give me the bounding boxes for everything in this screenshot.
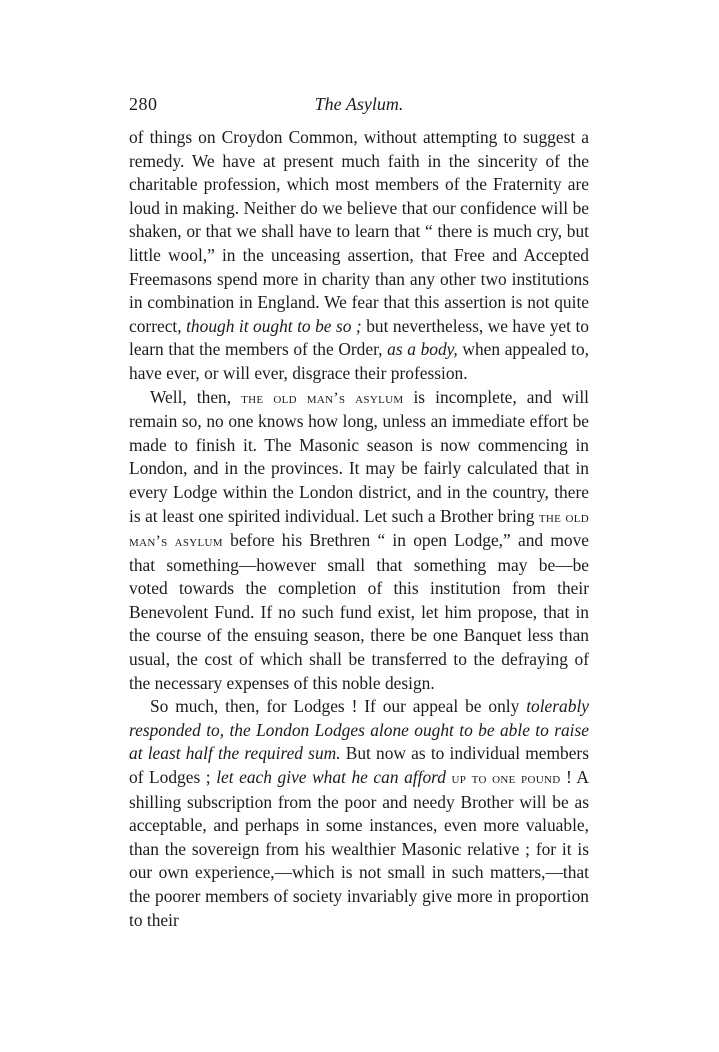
text-segment: is incomplete, and will remain so, no one knows how long, unless an immediate effort be made to finish it. The Masonic season is now commencing in London, and in the provinces. It may be fairly calculated that in every Lodge within the London district, and in the country, there is at least one spirited individual. Let such a Brother bring [129,386,589,526]
small-caps-text: the old man’s asylum [241,389,404,407]
italic-text: let each give what he can afford [216,767,446,788]
text-segment: ! A shilling subscription from the poor and needy Brother will be as acceptable, and perhaps in some instances, even more valuable, than the sovereign from his wealthier Masonic relative ; for it is our own experience,—which is not small in such matters,—that the poorer members of society invariably give more in proportion to their [129,767,589,930]
text-segment: Well, then, [150,386,242,407]
italic-text: tolerably responded to, the London Lodges alone ought to be able to raise at least half the required sum. [129,696,589,764]
italic-text: though it ought to be so ; [186,315,362,336]
text-segment: of things on Croydon Common, without attempting to suggest a remedy. We have at present much faith in the sincerity of the charitable profession, which most members of the Fraternity are loud in making. Neither do we believe that our confidence will be shaken, or that we shall have to learn that “ there is much cry, but little wool,” in the unceasing assertion, that Free and Accepted Freemasons spend more in charity than any other two institutions in combination in England. We fear that this assertion is not quite correct, [129,127,589,336]
text-segment: before his Brethren “ in open Lodge,” and move that something—however small that something may be—be voted towards the completion of this institution from their Benevolent Fund. If no such fund exist, let him propose, that in the course of the ensuing season, there be one Banquet less than usual, the cost of which shall be transferred to the defraying of the necessary expenses of this noble design. [129,530,589,693]
paragraph [129,695,589,932]
text-segment: when appealed to, have ever, or will ever, disgrace their profession. [129,339,589,383]
small-caps-text: the old man’s asylum [129,508,589,551]
text-segment: but nevertheless, we have yet to learn that the members of the Order, [129,315,589,360]
text-segment: But now as to individual members of Lodges ; [129,743,589,788]
page-header [129,94,589,120]
paragraph [129,126,589,386]
body-text [129,126,589,932]
page-number: 280 [129,94,158,114]
small-caps-text: up to one pound [451,770,561,788]
paragraph [129,386,589,696]
italic-text: as a body, [387,339,458,360]
text-segment: So much, then, for Lodges ! If our appeal be only [150,696,527,717]
running-title: The Asylum. [314,94,404,114]
book-page [129,94,589,932]
